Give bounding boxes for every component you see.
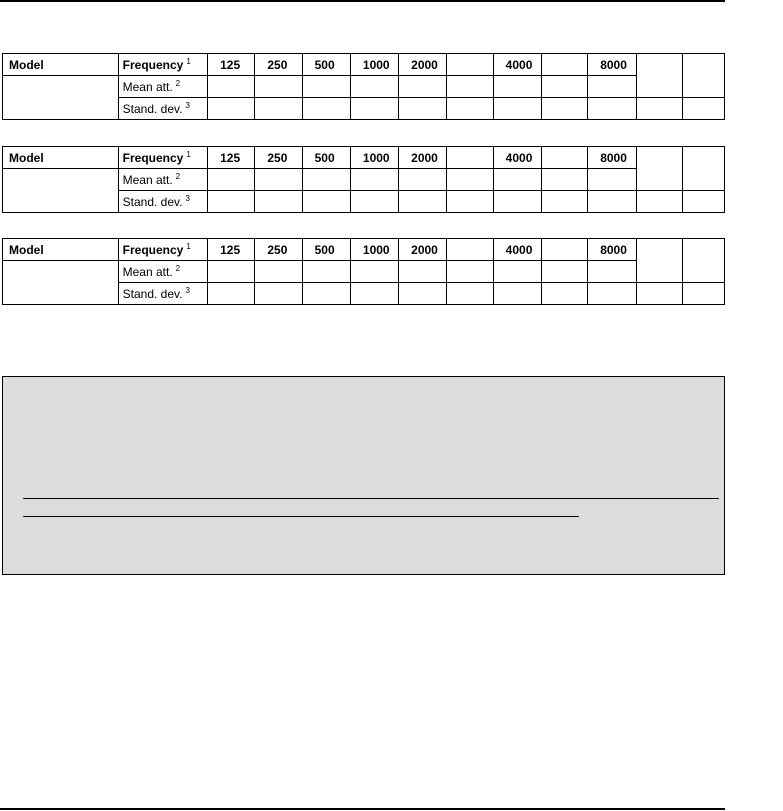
model-value-cell (3, 261, 119, 305)
right-cell-lower (637, 283, 682, 305)
frequency-value: 250 (255, 54, 302, 76)
frequency-value: 500 (302, 54, 350, 76)
frequency-value: 250 (255, 239, 302, 261)
right-cell-upper (637, 54, 682, 98)
mean-value-cell (208, 76, 255, 98)
standard-deviation-label (118, 283, 207, 305)
note-line-1 (23, 498, 719, 499)
mean-value-cell (493, 261, 541, 283)
sd-footnote: 3 (185, 194, 190, 203)
frequency-value: 8000 (588, 54, 637, 76)
frequency-value: 2000 (399, 147, 447, 169)
mean-value-cell (447, 261, 493, 283)
right-cell-upper (682, 147, 724, 191)
right-cell-upper (637, 147, 682, 191)
right-cell-upper (682, 239, 724, 283)
mean-value-cell (350, 169, 398, 191)
right-cell-lower (637, 98, 682, 120)
frequency-value: 250 (255, 147, 302, 169)
mean-value-cell (255, 261, 302, 283)
mean-value-cell (302, 169, 350, 191)
sd-value-cell (588, 191, 637, 213)
frequency-label-text: Frequency (122, 58, 184, 72)
frequency-value (447, 54, 493, 76)
note-line-2 (23, 516, 579, 517)
top-rule (0, 0, 725, 2)
sd-label-text: Stand. dev. (122, 195, 183, 209)
sd-value-cell (208, 98, 255, 120)
mean-footnote: 2 (175, 264, 181, 273)
sd-value-cell (399, 191, 447, 213)
sd-footnote: 3 (185, 286, 190, 295)
mean-value-cell (447, 76, 493, 98)
frequency-value: 125 (208, 147, 255, 169)
mean-value-cell (302, 261, 350, 283)
mean-value-cell (493, 169, 541, 191)
frequency-value: 1000 (350, 147, 398, 169)
mean-value-cell (255, 76, 302, 98)
mean-value-cell (399, 76, 447, 98)
frequency-footnote: 1 (186, 150, 191, 159)
sd-value-cell (541, 191, 587, 213)
mean-label-text: Mean att. (122, 173, 173, 187)
sd-value-cell (493, 191, 541, 213)
frequency-value: 125 (208, 54, 255, 76)
frequency-value: 8000 (588, 147, 637, 169)
mean-value-cell (588, 76, 637, 98)
frequency-label (118, 239, 207, 261)
attenuation-table (2, 53, 725, 120)
right-cell-lower (682, 191, 724, 213)
frequency-label-text: Frequency (122, 151, 184, 165)
frequency-footnote: 1 (186, 57, 191, 66)
mean-footnote: 2 (175, 79, 181, 88)
mean-label-text: Mean att. (122, 265, 173, 279)
sd-value-cell (447, 191, 493, 213)
frequency-value: 4000 (493, 54, 541, 76)
sd-value-cell (350, 191, 398, 213)
sd-value-cell (541, 98, 587, 120)
frequency-value: 500 (302, 147, 350, 169)
mean-attenuation-label (118, 261, 207, 283)
frequency-value: 8000 (588, 239, 637, 261)
attenuation-table (2, 146, 725, 213)
mean-attenuation-label (118, 169, 207, 191)
sd-value-cell (208, 191, 255, 213)
mean-value-cell (588, 169, 637, 191)
mean-value-cell (447, 169, 493, 191)
mean-value-cell (255, 169, 302, 191)
attenuation-table (2, 238, 725, 305)
frequency-value (541, 54, 587, 76)
sd-value-cell (255, 191, 302, 213)
frequency-label (118, 147, 207, 169)
sd-value-cell (399, 98, 447, 120)
sd-value-cell (350, 98, 398, 120)
right-cell-upper (682, 54, 724, 98)
sd-label-text: Stand. dev. (122, 102, 183, 116)
sd-value-cell (447, 283, 493, 305)
mean-attenuation-label (118, 76, 207, 98)
frequency-value (447, 239, 493, 261)
mean-value-cell (588, 261, 637, 283)
sd-footnote: 3 (185, 101, 190, 110)
sd-value-cell (255, 98, 302, 120)
sd-value-cell (541, 283, 587, 305)
sd-value-cell (255, 283, 302, 305)
mean-value-cell (541, 76, 587, 98)
sd-value-cell (302, 283, 350, 305)
mean-value-cell (350, 76, 398, 98)
sd-value-cell (588, 283, 637, 305)
frequency-value (541, 239, 587, 261)
frequency-value: 1000 (350, 54, 398, 76)
notes-box (2, 376, 725, 575)
frequency-value: 4000 (493, 147, 541, 169)
sd-value-cell (588, 98, 637, 120)
right-cell-upper (637, 239, 682, 283)
sd-value-cell (302, 98, 350, 120)
frequency-label-text: Frequency (122, 243, 184, 257)
model-label: Model (3, 147, 119, 169)
mean-value-cell (208, 261, 255, 283)
right-cell-lower (682, 98, 724, 120)
model-value-cell (3, 76, 119, 120)
right-cell-lower (637, 191, 682, 213)
mean-value-cell (541, 169, 587, 191)
mean-value-cell (493, 76, 541, 98)
frequency-value (541, 147, 587, 169)
frequency-value: 500 (302, 239, 350, 261)
frequency-value: 1000 (350, 239, 398, 261)
sd-value-cell (493, 98, 541, 120)
frequency-value (447, 147, 493, 169)
model-value-cell (3, 169, 119, 213)
mean-value-cell (399, 169, 447, 191)
mean-label-text: Mean att. (122, 80, 173, 94)
mean-value-cell (541, 261, 587, 283)
frequency-label (118, 54, 207, 76)
sd-value-cell (399, 283, 447, 305)
model-label: Model (3, 239, 119, 261)
mean-value-cell (208, 169, 255, 191)
sd-label-text: Stand. dev. (122, 287, 183, 301)
frequency-value: 2000 (399, 239, 447, 261)
model-label: Model (3, 54, 119, 76)
standard-deviation-label (118, 191, 207, 213)
sd-value-cell (302, 191, 350, 213)
frequency-value: 4000 (493, 239, 541, 261)
frequency-value: 125 (208, 239, 255, 261)
sd-value-cell (447, 98, 493, 120)
sd-value-cell (493, 283, 541, 305)
bottom-rule (0, 808, 725, 810)
mean-value-cell (399, 261, 447, 283)
standard-deviation-label (118, 98, 207, 120)
mean-footnote: 2 (175, 172, 181, 181)
sd-value-cell (208, 283, 255, 305)
mean-value-cell (302, 76, 350, 98)
frequency-value: 2000 (399, 54, 447, 76)
sd-value-cell (350, 283, 398, 305)
frequency-footnote: 1 (186, 242, 191, 251)
right-cell-lower (682, 283, 724, 305)
mean-value-cell (350, 261, 398, 283)
